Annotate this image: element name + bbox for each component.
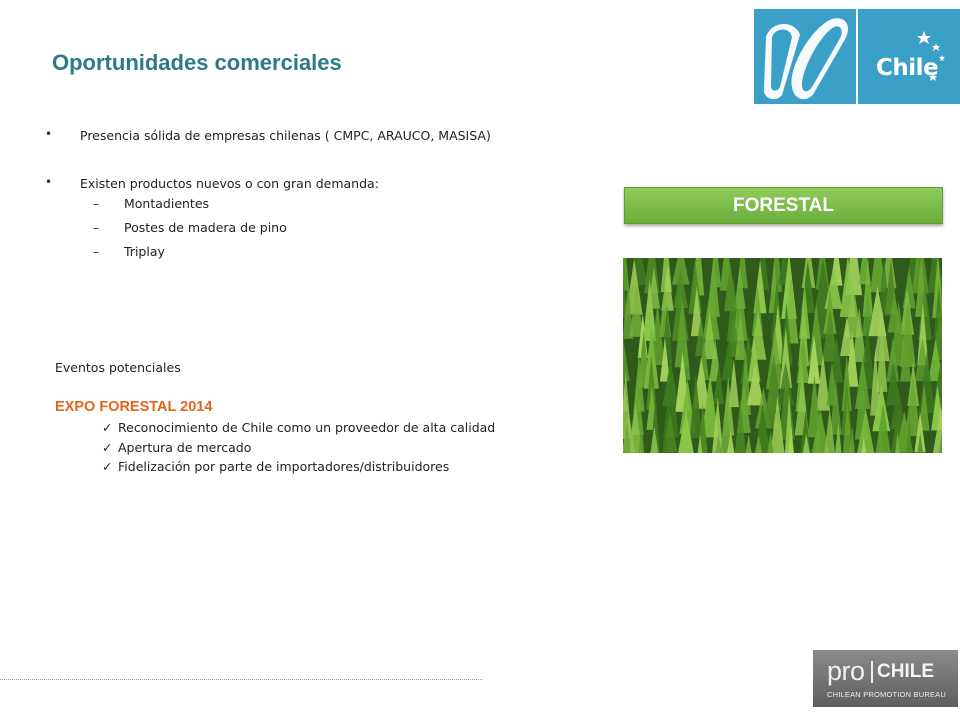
- sub-item: Montadientes: [124, 196, 210, 211]
- check-icon: ✓: [102, 440, 113, 455]
- prochile-chile-text: CHILE: [877, 661, 934, 682]
- check-item: [102, 420, 495, 435]
- prochile-pro-text: pro: [827, 656, 865, 686]
- bullet-item: Presencia sólida de empresas chilenas ( CMPC, ARAUCO, MASISA): [80, 128, 491, 143]
- check-item-text: Fidelización por parte de importadores/distribuidores: [118, 459, 450, 474]
- check-item-text: Apertura de mercado: [118, 440, 252, 455]
- forestal-sector-button[interactable]: FORESTAL: [624, 187, 943, 224]
- bullet-marker: •: [45, 175, 53, 189]
- sub-item: Postes de madera de pino: [124, 220, 287, 235]
- footer-divider: [0, 679, 483, 680]
- bullet-marker: •: [45, 127, 53, 141]
- chile-logo-text: Chile: [876, 55, 939, 81]
- check-icon: ✓: [102, 420, 113, 435]
- page-title: Oportunidades comerciales: [52, 50, 342, 75]
- check-item: [102, 440, 251, 455]
- prochile-separator: [871, 661, 873, 683]
- bullet-item: Existen productos nuevos o con gran demanda:: [80, 176, 379, 191]
- sub-bullet-marker: –: [93, 196, 100, 211]
- sub-bullet-marker: –: [93, 244, 100, 259]
- check-item-text: Reconocimiento de Chile como un proveedor de alta calidad: [118, 420, 496, 435]
- forest-photo: [623, 258, 942, 453]
- expo-title: EXPO FORESTAL 2014: [55, 399, 213, 415]
- prochile-logo: [813, 650, 958, 707]
- check-icon: ✓: [102, 459, 113, 474]
- check-item: [102, 459, 449, 474]
- events-label: Eventos potenciales: [55, 360, 181, 375]
- sub-bullet-marker: –: [93, 220, 100, 235]
- prochile-tagline: CHILEAN PROMOTION BUREAU: [827, 690, 946, 699]
- sub-item: Triplay: [124, 244, 165, 259]
